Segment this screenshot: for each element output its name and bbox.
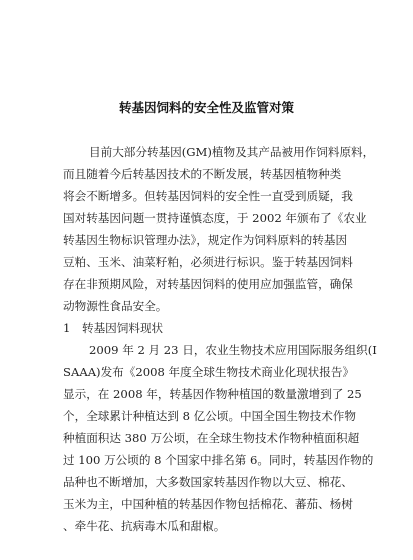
- paragraph-line: 转基因生物标识管理办法》，规定作为饲料原料的转基因: [63, 233, 348, 247]
- section-line: 、牵牛花、抗病毒木瓜和甜椒。: [63, 519, 226, 533]
- section-line: SAAA)发布《2008 年度全球生物技术商业化现状报告》: [63, 365, 355, 379]
- paragraph-line: 目前大部分转基因(GM)植物及其产品被用作饲料原料，: [89, 145, 375, 159]
- section-line: 种植面积达 380 万公顷，在全球生物技术作物种植面积超: [63, 431, 360, 445]
- section-heading: 1 转基因饲料现状: [63, 321, 164, 335]
- section-line: 过 100 万公顷的 8 个国家中排名第 6。同时，转基因作物的: [63, 453, 374, 467]
- paragraph-line: 存在非预期风险，对转基因饲料的使用应加强监管，确保: [63, 277, 353, 291]
- paragraph-line: 国对转基因问题一贯持谨慎态度，于 2002 年颁布了《农业: [63, 211, 367, 225]
- paragraph-line: 而且随着今后转基因技术的不断发展，转基因植物种类: [63, 167, 342, 181]
- section-line: 玉米为主，中国种植的转基因作物包括棉花、蕃茄、杨树: [63, 497, 353, 511]
- paragraph-line: 将会不断增多。但转基因饲料的安全性一直受到质疑，我: [63, 189, 353, 203]
- document-title: 转基因饲料的安全性及监管对策: [118, 100, 294, 115]
- section-line: 个，全球累计种植达到 8 亿公顷。中国全国生物技术作物: [63, 409, 356, 423]
- section-line: 品种也不断增加，大多数国家转基因作物以大豆、棉花、: [63, 475, 353, 489]
- paragraph-line: 豆粕、玉米、油菜籽粕，必须进行标识。鉴于转基因饲料: [63, 255, 353, 269]
- paragraph-line: 动物源性食品安全。: [63, 299, 168, 313]
- section-line: 显示，在 2008 年，转基因作物种植国的数量激增到了 25: [63, 387, 362, 401]
- section-line: 2009 年 2 月 23 日，农业生物技术应用国际服务组织(I: [89, 343, 377, 357]
